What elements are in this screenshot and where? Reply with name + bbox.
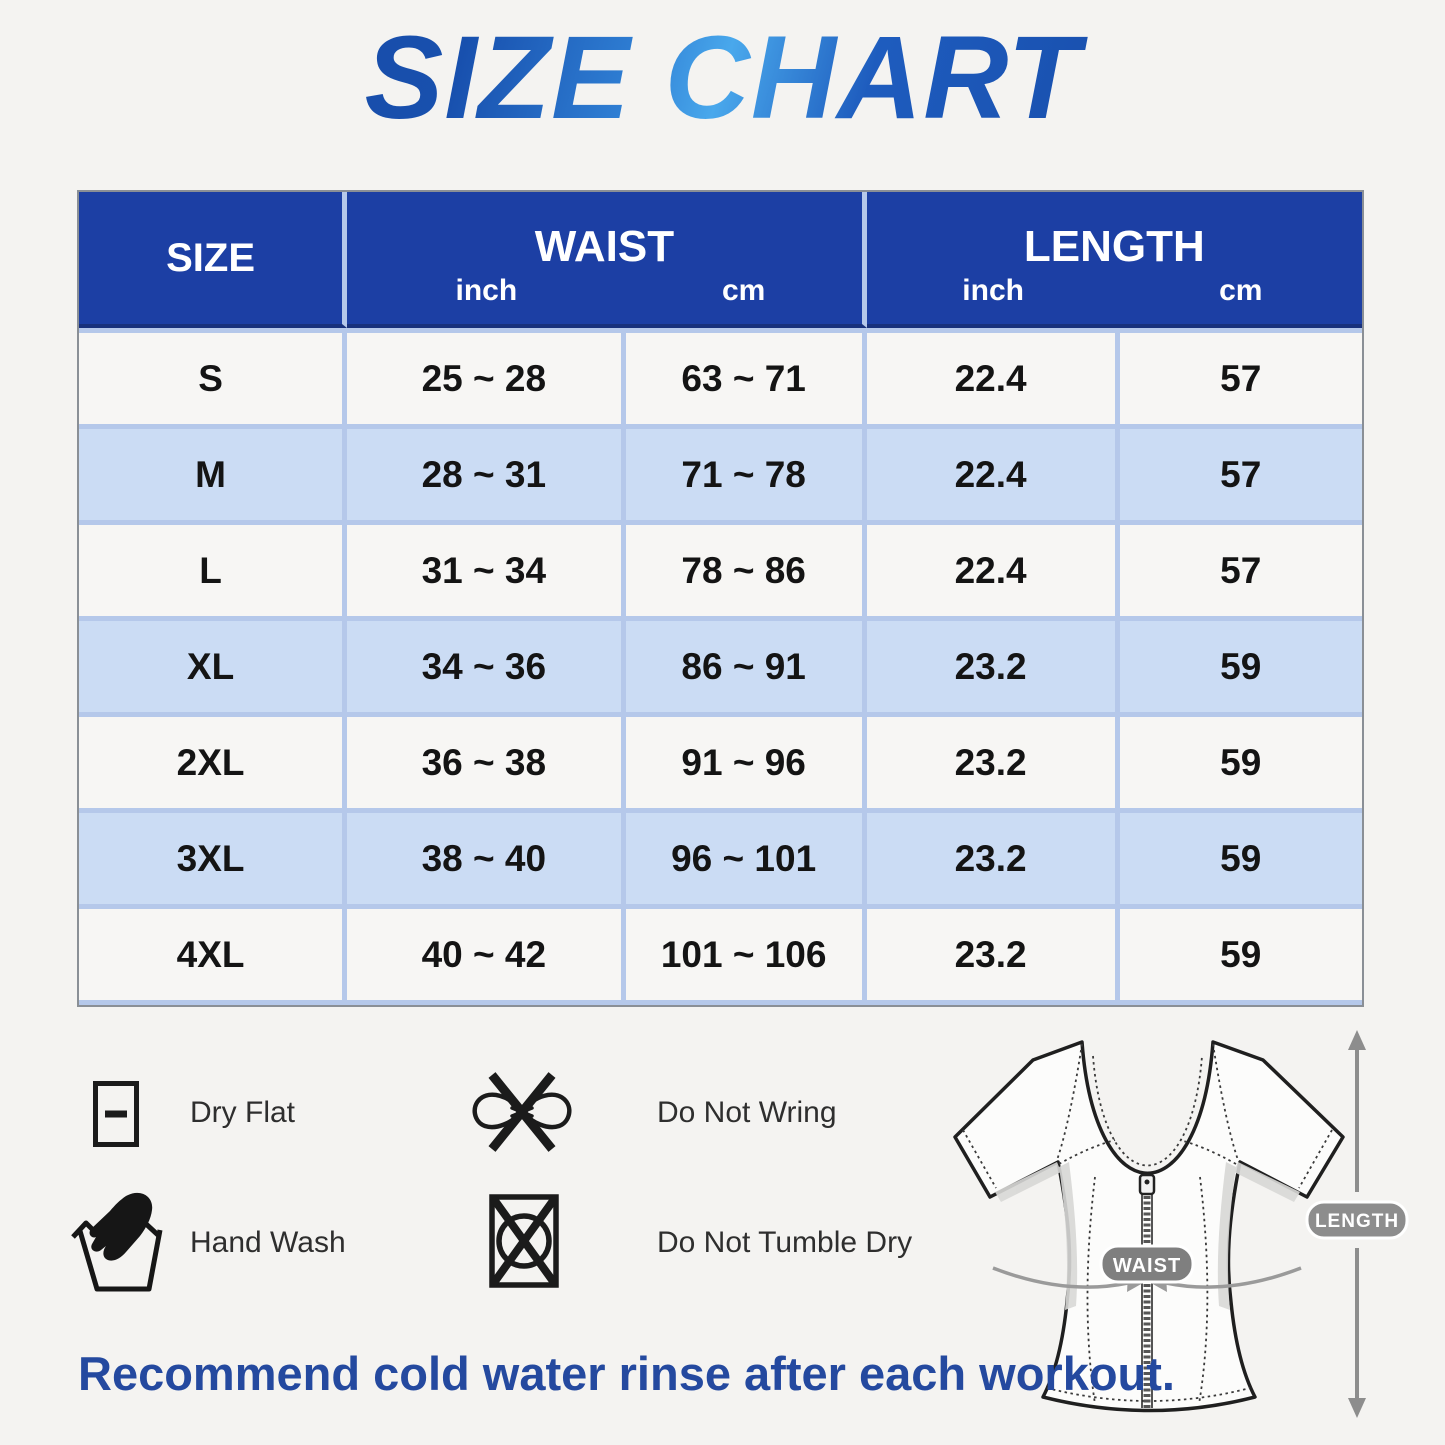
unit-header-waist-cm: cm: [626, 272, 867, 328]
length-inch-cell: 23.2: [867, 813, 1120, 909]
length-cm-cell: 57: [1120, 328, 1363, 429]
waist-badge: [1101, 1246, 1193, 1282]
size-table: [77, 190, 1364, 1007]
waist-inch-cell: 31 ~ 34: [347, 525, 625, 621]
length-inch-cell: 22.4: [867, 328, 1120, 429]
size-table-header: [79, 192, 1362, 328]
length-inch-cell: 22.4: [867, 429, 1120, 525]
waist-cm-cell: 91 ~ 96: [626, 717, 867, 813]
length-inch-cell: 23.2: [867, 717, 1120, 813]
hand-wash-label: Hand Wash: [190, 1226, 346, 1259]
table-row: [79, 813, 1362, 909]
size-cell: S: [79, 328, 347, 429]
size-cell: XL: [79, 621, 347, 717]
waist-inch-cell: 40 ~ 42: [347, 909, 625, 1005]
size-cell: 2XL: [79, 717, 347, 813]
waist-cm-cell: 71 ~ 78: [626, 429, 867, 525]
do-not-wring-label: Do Not Wring: [657, 1096, 837, 1129]
do-not-wring-icon: [466, 1072, 578, 1152]
svg-text:WAIST: WAIST: [1112, 1255, 1182, 1277]
dry-flat-icon: [92, 1080, 140, 1148]
waist-inch-cell: 28 ~ 31: [347, 429, 625, 525]
size-cell: 3XL: [79, 813, 347, 909]
col-header-waist: WAIST: [347, 192, 867, 272]
length-badge: [1307, 1202, 1407, 1238]
svg-text:LENGTH: LENGTH: [1314, 1211, 1400, 1232]
length-cm-cell: 57: [1120, 525, 1363, 621]
waist-inch-cell: 38 ~ 40: [347, 813, 625, 909]
size-table-body: [79, 328, 1362, 1005]
table-row: [79, 909, 1362, 1005]
waist-cm-cell: 96 ~ 101: [626, 813, 867, 909]
hand-wash-icon: [70, 1190, 170, 1294]
table-row: [79, 621, 1362, 717]
waist-inch-cell: 36 ~ 38: [347, 717, 625, 813]
size-cell: 4XL: [79, 909, 347, 1005]
table-row: [79, 328, 1362, 429]
col-header-size: SIZE: [79, 192, 347, 328]
length-inch-cell: 23.2: [867, 621, 1120, 717]
do-not-tumble-dry-icon: [487, 1188, 561, 1292]
col-header-length: LENGTH: [867, 192, 1362, 272]
do-not-tumble-dry-label: Do Not Tumble Dry: [657, 1226, 913, 1259]
waist-inch-cell: 25 ~ 28: [347, 328, 625, 429]
length-cm-cell: 57: [1120, 429, 1363, 525]
waist-cm-cell: 78 ~ 86: [626, 525, 867, 621]
waist-cm-cell: 101 ~ 106: [626, 909, 867, 1005]
length-inch-cell: 22.4: [867, 525, 1120, 621]
length-cm-cell: 59: [1120, 621, 1363, 717]
waist-inch-cell: 34 ~ 36: [347, 621, 625, 717]
unit-header-waist-inch: inch: [347, 272, 625, 328]
size-cell: L: [79, 525, 347, 621]
length-inch-cell: 23.2: [867, 909, 1120, 1005]
waist-cm-cell: 63 ~ 71: [626, 328, 867, 429]
length-cm-cell: 59: [1120, 813, 1363, 909]
unit-header-length-cm: cm: [1120, 272, 1363, 328]
length-cm-cell: 59: [1120, 909, 1363, 1005]
dry-flat-label: Dry Flat: [190, 1096, 295, 1129]
table-row: [79, 717, 1362, 813]
page-title: SIZE CHART: [0, 10, 1445, 146]
footnote-text: Recommend cold water rinse after each workout.: [78, 1347, 1175, 1400]
length-cm-cell: 59: [1120, 717, 1363, 813]
unit-header-length-inch: inch: [867, 272, 1120, 328]
table-row: [79, 525, 1362, 621]
waist-cm-cell: 86 ~ 91: [626, 621, 867, 717]
size-cell: M: [79, 429, 347, 525]
table-row: [79, 429, 1362, 525]
